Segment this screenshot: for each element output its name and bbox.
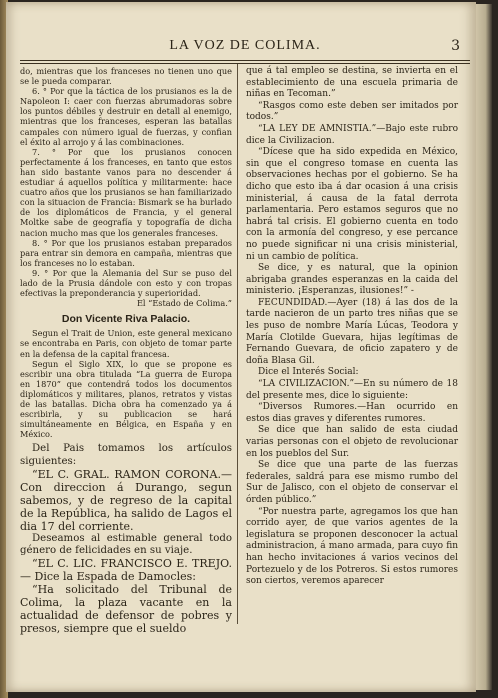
right-paragraph: Dice el Interés Social: bbox=[258, 367, 359, 378]
left-paragraph: 9. ° Por que la Alemania del Sur se puso del lado de la Prusia dándole con esto y con tropas efectivas la preponderancia y superioridad. bbox=[20, 267, 232, 299]
right-paragraph: Se dice, y es natural, que la opinion abrigaba grandes esperanzas en la caida del ministerio. ¡Esperanzas, ilusiones!” - bbox=[246, 263, 458, 297]
left-paragraph: Segun el Trait de Union, este general mexicano se encontraba en Paris, con objeto de tomar parte en la defensa de la capital francesa. bbox=[20, 328, 232, 359]
right-paragraph: “Por nuestra parte, agregamos los que han corrido ayer, de que varios agentes de la legislatura se proponen desconocer la actual administracion, á mano armada, para cuyo fin han hecho invitaciones á varios vecinos del Portezuelo y de los Potreros. Si estos rumores son ciertos, veremos aparecer bbox=[246, 506, 458, 587]
left-paragraph: El “Estado de Colima.” bbox=[136, 298, 232, 309]
right-paragraph: “LA LEY DE AMNISTIA.”—Bajo este rubro dice la Civilizacion. bbox=[246, 123, 458, 146]
right-paragraph: “LA CIVILIZACION.”—En su número de 18 del presente mes, dice lo siguiente: bbox=[246, 379, 458, 401]
right-paragraph: Se dice que han salido de esta ciudad varias personas con el objeto de revolucionar en los pueblos del Sur. bbox=[246, 425, 458, 459]
column-divider bbox=[237, 64, 238, 624]
right-paragraph: “Rasgos como este deben ser imitados por todos.” bbox=[246, 100, 458, 123]
left-column bbox=[20, 66, 232, 635]
left-paragraph: do, mientras que los franceses no tienen uno que se le pueda comparar. bbox=[20, 66, 232, 87]
article-heading: Don Vicente Riva Palacio. bbox=[61, 313, 191, 326]
page-number: 3 bbox=[451, 38, 460, 54]
left-paragraph: 6. ° Por que la táctica de los prusianos es la de Napoleon I: caer con fuerzas abrumadoras sobre los puntos débiles y destruir en detall al enemigo, mientras que los franceses, esperan las batallas campales con número igual de fuerzas, y confian el éxito al arrojo y á las combinaciones. bbox=[20, 86, 232, 147]
right-column bbox=[246, 66, 458, 588]
left-paragraph: Deseamos al estimable general todo género de felicidades en su viaje. bbox=[20, 532, 232, 556]
left-paragraph: Segun el Siglo XIX, lo que se propone es escribir una obra titulada “La guerra de Europa en 1870” que contendrá todos los documentos diplomáticos y militares, planos, retratos y vistas de las batallas. Dicha obra ha comenzado ya á escribirla, y su publicacion se hará simultáneamente en Bélgica, en España y en México. bbox=[20, 358, 232, 440]
newspaper-title: LA VOZ DE COLIMA. bbox=[169, 38, 321, 53]
left-paragraph: “EL C. GRAL. RAMON CORONA.— Con direccion á Durango, segun sabemos, y de regreso de la capital de la República, ha salido de Lagos el dia 17 del corriente. bbox=[20, 467, 232, 533]
page-header bbox=[20, 38, 470, 58]
right-paragraph: FECUNDIDAD.—Ayer (18) á las dos de la tarde nacieron de un parto tres niñas que se les puso de nombre María Lúcas, Teodora y María Clotilde Guevara, hijas legítimas de Fernando Guevara, de oficio zapatero y de doña Blasa Gil. bbox=[246, 297, 458, 366]
left-paragraph: “EL C. LIC. FRANCISCO E. TREJO.— Dice la Espada de Damocles: bbox=[20, 557, 232, 584]
right-paragraph: que á tal empleo se destina, se invierta en el establecimiento de una escuela primaria de niñas en Tecoman.” bbox=[246, 66, 458, 100]
page-edge bbox=[476, 4, 492, 690]
left-paragraph: “Ha solicitado del Tribunal de Colima, la plaza vacante en la actualidad de defensor de pobres y presos, siempre que el sueldo bbox=[20, 583, 232, 636]
left-paragraph: 7. ° Por que los prusianos conocen perfectamente á los franceses, en tanto que estos han sido bastante vanos para no descender á estudiar á aquellos política y militarmente: hace cuatro años que los prusianos se han familiarizado con la situacion de Francia: Bismark se ha burlado de los diplomáticos de Francia, y el general Moltke sabe de geografía y topografía de dicha nacion mucho mas que los generales franceses. bbox=[20, 146, 232, 238]
header-rule bbox=[20, 60, 470, 64]
left-paragraph: Del Pais tomamos los artículos siguientes: bbox=[20, 443, 232, 467]
newspaper-page bbox=[6, 2, 476, 692]
right-paragraph: “Dícese que ha sido expedida en México, sin que el congreso tomase en cuenta las observaciones hechas por el gobierno. Se ha dicho que esto iba á dar ocasion á una crisis ministerial, á causa de la fatal derrota parlamentaria. Pero estamos seguros que no habrá tal crisis. El gobierno cuenta en todo con la armonía del congreso, y ese percance no puede significar ni una crisis ministerial, ni un cambio de política. bbox=[246, 147, 458, 262]
right-paragraph: “Diversos Rumores.—Han ocurrido en estos dias graves y diferentes rumores. bbox=[246, 402, 458, 424]
left-paragraph: 8. ° Por que los prusianos estaban preparados para entrar sin demora en campaña, mientras que los franceses no lo estaban. bbox=[20, 237, 232, 268]
right-paragraph: Se dice que una parte de las fuerzas federales, saldrá para ese mismo rumbo del Sur de Jalisco, con el objeto de conservar el órden público.” bbox=[246, 460, 458, 505]
